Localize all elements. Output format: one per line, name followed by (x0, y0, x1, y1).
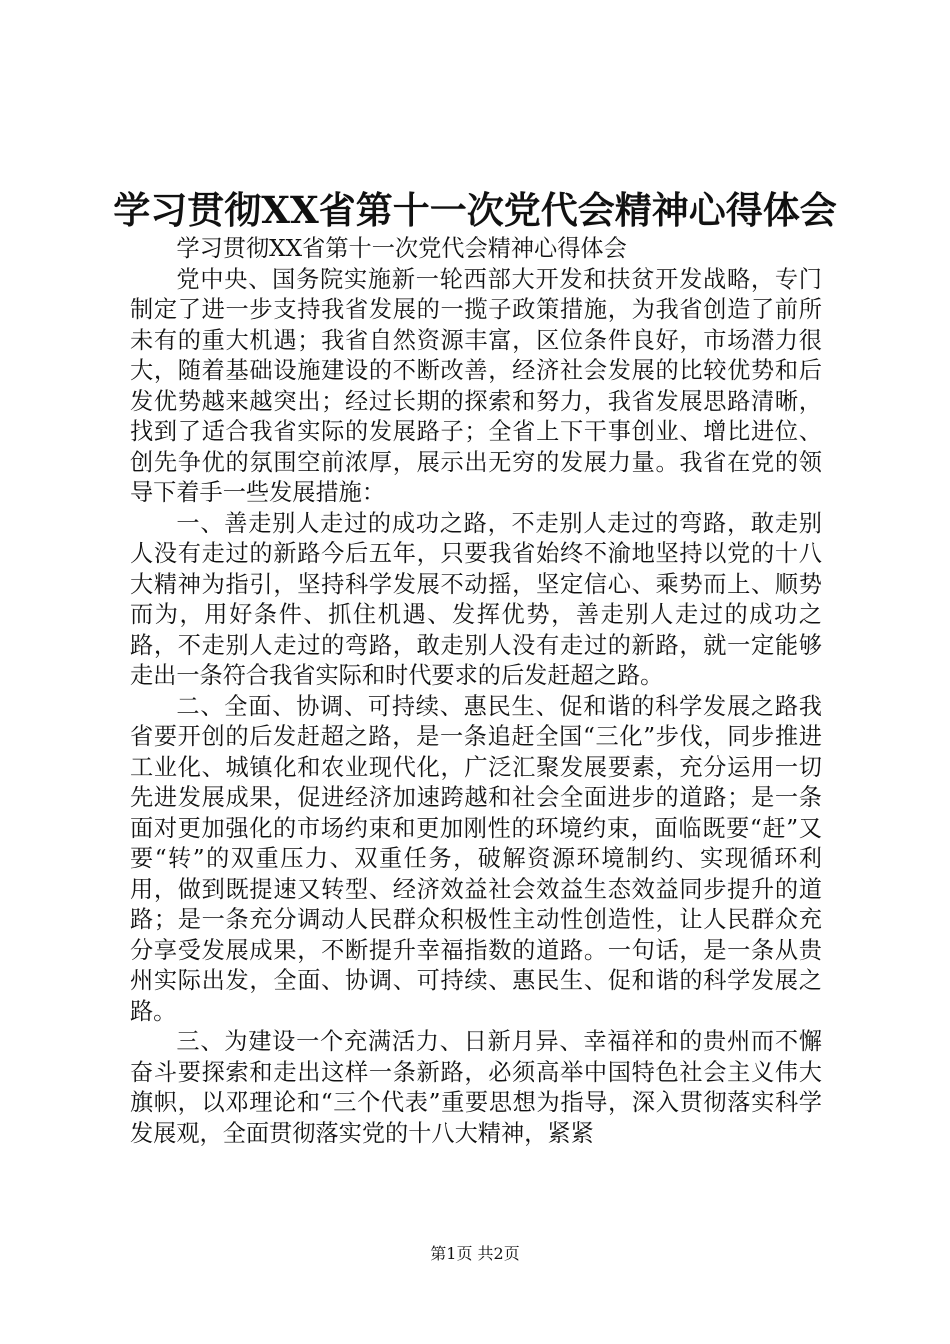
document-title: 学习贯彻XX省第十一次党代会精神心得体会 (113, 188, 837, 232)
page-number-indicator: 第1页 共2页 (430, 1244, 520, 1263)
document-subtitle: 学习贯彻XX省第十一次党代会精神心得体会 (176, 235, 627, 262)
body-paragraph-section-3: 三、为建设一个充满活力、日新月异、幸福祥和的贵州而不懈奋斗要探索和走出这样一条新路，必须高举中国特色社会主义伟大旗帜，以邓理论和“三个代表”重要思想为指导，深入贯彻落实科学发展观，全面贯彻落实党的十八大精神，紧紧 (130, 1028, 822, 1147)
body-paragraph-section-1: 一、善走别人走过的成功之路，不走别人走过的弯路，敢走别人没有走过的新路今后五年，只要我省始终不渝地坚持以党的十八大精神为指引，坚持科学发展不动摇，坚定信心、乘势而上、顺势而为，用好条件、抓住机遇、发挥优势，善走别人走过的成功之路，不走别人走过的弯路，敢走别人没有走过的新路，就一定能够走出一条符合我省实际和时代要求的后发赶超之路。 (130, 509, 822, 689)
body-paragraph-section-2: 二、全面、协调、可持续、惠民生、促和谐的科学发展之路我省要开创的后发赶超之路，是一条追赶全国“三化”步伐，同步推进工业化、城镇化和农业现代化，广泛汇聚发展要素，充分运用一切先进发展成果，促进经济加速跨越和社会全面进步的道路；是一条面对更加强化的市场约束和更加刚性的环境约束，面临既要“赶”又要“转”的双重压力、双重任务，破解资源环境制约、实现循环利用，做到既提速又转型、经济效益社会效益生态效益同步提升的道路；是一条充分调动人民群众积极性主动性创造性，让人民群众充分享受发展成果，不断提升幸福指数的道路。一句话，是一条从贵州实际出发，全面、协调、可持续、惠民生、促和谐的科学发展之路。 (130, 692, 822, 1025)
page-footer (0, 1243, 950, 1265)
body-paragraph-intro: 党中央、国务院实施新一轮西部大开发和扶贫开发战略，专门制定了进一步支持我省发展的一揽子政策措施，为我省创造了前所未有的重大机遇；我省自然资源丰富，区位条件良好，市场潜力很大，随着基础设施建设的不断改善，经济社会发展的比较优势和后发优势越来越突出；经过长期的探索和努力，我省发展思路清晰，找到了适合我省实际的发展路子；全省上下干事创业、增比进位、创先争优的氛围空前浓厚，展示出无穷的发展力量。我省在党的领导下着手一些发展措施： (130, 265, 822, 506)
document-body (130, 234, 822, 1149)
